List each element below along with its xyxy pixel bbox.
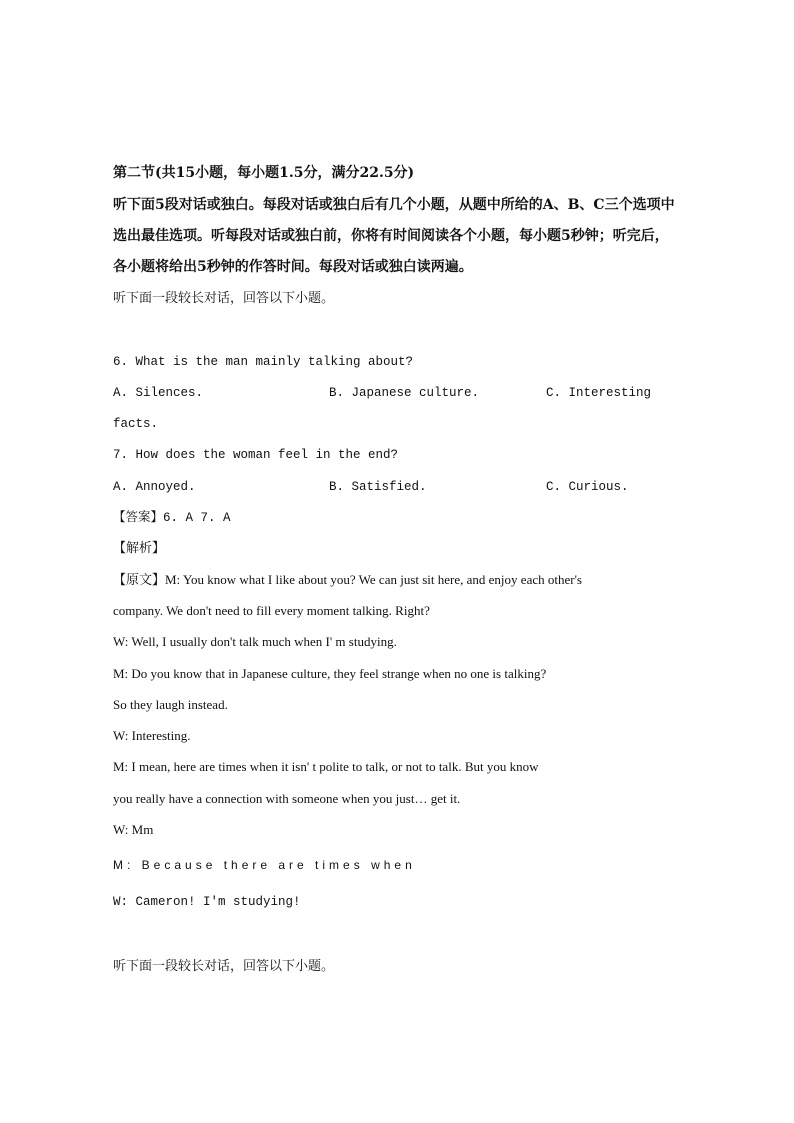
transcript-line-8: you really have a connection with someone when you just… get it. [113, 791, 461, 806]
group-intro-2: 听下面一段较长对话，回答以下小题。 [113, 959, 335, 974]
question-6-option-c: C. Interesting [546, 386, 652, 400]
transcript-line-5: So they laugh instead. [113, 697, 228, 712]
transcript-line-6: W: Interesting. [113, 728, 191, 743]
transcript-line-10: M: Because there are times when [113, 858, 416, 872]
question-7-stem: 7. How does the woman feel in the end? [113, 448, 399, 462]
question-7-option-b: B. Satisfied. [329, 480, 427, 494]
instruction-line-3: 各小题将给出5秒钟的作答时间。每段对话或独白读两遍。 [113, 259, 473, 275]
transcript-line-1: 【原文】M: You know what I like about you? We can just sit here, and enjoy each other's [113, 572, 582, 587]
question-6-option-a: A. Silences. [113, 386, 204, 400]
instruction-line-2: 选出最佳选项。听每段对话或独白前，你将有时间阅读各个小题，每小题5秒钟；听完后， [113, 228, 669, 244]
transcript-line-7: M: I mean, here are times when it isn' t polite to talk, or not to talk. But you know [113, 759, 539, 774]
section-heading: 第二节(共15小题，每小题1.5分，满分22.5分) [113, 165, 415, 181]
analysis-label: 【解析】 [113, 541, 166, 556]
question-7-options [0, 478, 794, 496]
question-6-options [0, 384, 794, 402]
instruction-line-1: 听下面5段对话或独白。每段对话或独白后有几个小题，从题中所给的A、B、C三个选项中 [113, 197, 675, 213]
question-7-option-c: C. Curious. [546, 480, 629, 494]
transcript-line-9: W: Mm [113, 822, 154, 837]
question-6-stem: 6. What is the man mainly talking about? [113, 355, 414, 369]
transcript-line-4: M: Do you know that in Japanese culture, they feel strange when no one is talking? [113, 666, 547, 681]
group-intro: 听下面一段较长对话，回答以下小题。 [113, 291, 335, 306]
question-7-option-a: A. Annoyed. [113, 480, 196, 494]
transcript-line-2: company. We don't need to fill every moment talking. Right? [113, 603, 430, 618]
transcript-line-11: W: Cameron! I'm studying! [113, 895, 301, 909]
question-6-option-c-wrap: facts. [113, 417, 159, 431]
question-6-option-b: B. Japanese culture. [329, 386, 480, 400]
answer-line: 【答案】6. A 7. A [113, 511, 231, 525]
transcript-line-3: W: Well, I usually don't talk much when I' m studying. [113, 634, 397, 649]
